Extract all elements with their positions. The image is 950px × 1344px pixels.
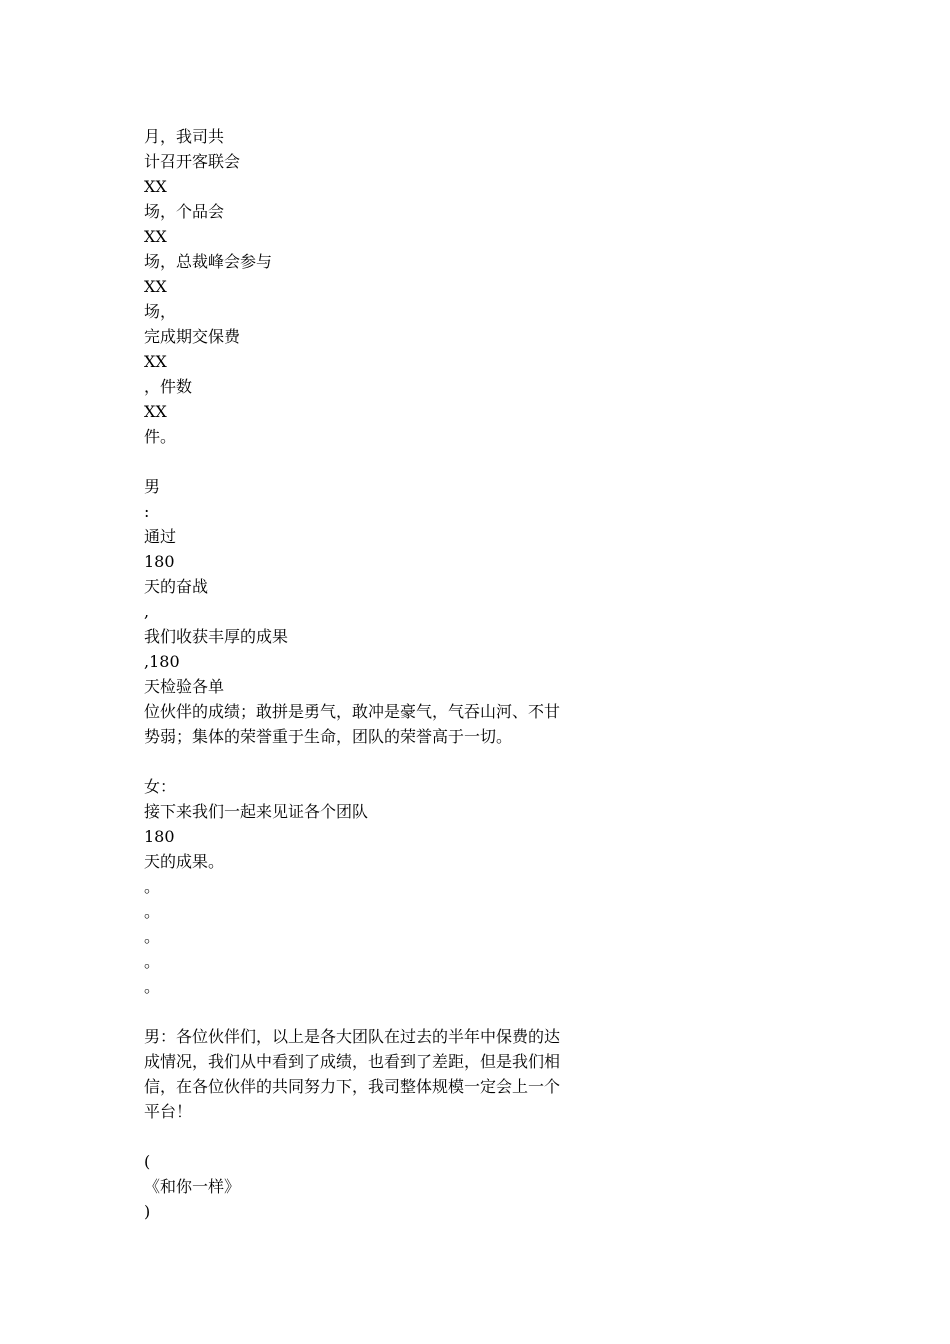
- text-line: 180: [144, 827, 175, 846]
- text-line: 成情况，我们从中看到了成绩，也看到了差距，但是我们相: [144, 1052, 561, 1071]
- text-line: XX: [144, 402, 167, 421]
- text-line: 计召开客联会: [144, 152, 241, 171]
- text-line: ，件数: [144, 377, 193, 396]
- text-line: 。: [144, 927, 161, 946]
- text-line: 180: [144, 552, 175, 571]
- text-line: 月，我司共: [144, 127, 225, 146]
- text-line: ): [144, 1202, 151, 1221]
- text-line: 。: [144, 877, 161, 896]
- text-line: 场，总裁峰会参与: [144, 252, 273, 271]
- text-line: (: [144, 1152, 151, 1171]
- text-line: 势弱；集体的荣誉重于生命，团队的荣誉高于一切。: [144, 727, 513, 746]
- text-line: 。: [144, 977, 161, 996]
- document-page: [144, 124, 594, 1224]
- text-line: 天的成果。: [144, 852, 225, 871]
- text-line: 接下来我们一起来见证各个团队: [144, 802, 369, 821]
- text-line: 信，在各位伙伴的共同努力下，我司整体规模一定会上一个: [144, 1077, 561, 1096]
- blank-line: [144, 1124, 594, 1149]
- song-title: 《和你一样》: [144, 1177, 241, 1196]
- text-line: 平台！: [144, 1102, 193, 1121]
- text-line: XX: [144, 177, 167, 196]
- text-line: ,: [144, 602, 150, 621]
- text-line: 天的奋战: [144, 577, 209, 596]
- blank-line: [144, 749, 594, 774]
- text-line: XX: [144, 352, 167, 371]
- blank-line: [144, 999, 594, 1024]
- text-line: 场，: [144, 302, 177, 321]
- text-line: 。: [144, 952, 161, 971]
- text-line: 完成期交保费: [144, 327, 241, 346]
- text-line: 件。: [144, 427, 177, 446]
- text-line: XX: [144, 227, 167, 246]
- text-line: ,180: [144, 652, 180, 671]
- text-line: 天检验各单: [144, 677, 225, 696]
- text-line: 场，个品会: [144, 202, 225, 221]
- text-line: 男：各位伙伴们，以上是各大团队在过去的半年中保费的达: [144, 1027, 561, 1046]
- text-line: :: [144, 502, 150, 521]
- blank-line: [144, 449, 594, 474]
- speaker-label: 男: [144, 477, 161, 496]
- speaker-label: 女：: [144, 777, 177, 796]
- text-line: 。: [144, 902, 161, 921]
- text-line: XX: [144, 277, 167, 296]
- text-line: 通过: [144, 527, 177, 546]
- text-line: 我们收获丰厚的成果: [144, 627, 289, 646]
- text-line: 位伙伴的成绩；敢拼是勇气，敢冲是豪气，气吞山河、不甘: [144, 702, 561, 721]
